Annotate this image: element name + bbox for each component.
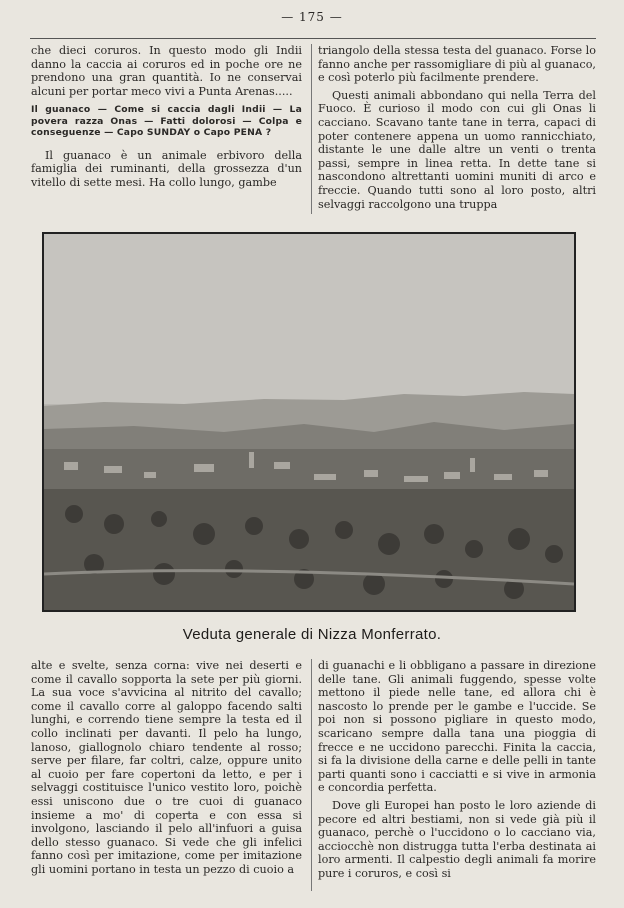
- top-right-column: [318, 44, 596, 215]
- paragraph: alte e svelte, senza corna: vive nei deserti e come il cavallo sopporta la sete per più giorni. La sua voce s'avvicina al nitrito del cavallo; come il cavallo corre al galoppo facendo salti lunghi, e correndo tiene sempre la testa ed il collo inclinati per davanti. Il pelo ha lungo, lanoso, giallognolo chiaro tendente al rosso; serve per filare, far coltri, calze, oppure unito al cuoio per fare copertoni da letto, e per i selvaggi costituisce l'unico vestito loro, poichè essi uniscono due o tre cuoi di guanaco insieme a mo' di coperta e con essa si involgono, lasciando il pelo all'infuori a guisa dello stesso guanaco. Si vede che gli infelici fanno così per imitazione, come per imitazione gli uomini portano in testa un pezzo di cuoio a: [31, 659, 302, 876]
- paragraph: Il guanaco è un animale erbivoro della famiglia dei ruminanti, della grossezza d'un vitello di sette mesi. Ha collo lungo, gambe: [31, 148, 302, 190]
- paragraph: che dieci coruros. In questo modo gli Indii danno la caccia ai coruros ed in poche ore ne prendono una gran quantità. Io ne conservai alcuni per portar meco vivi a Punta Arenas.....: [31, 44, 302, 98]
- paragraph: triangolo della stessa testa del guanaco. Forse lo fanno anche per rassomigliare di più al guanaco, e così poterlo più facilmente prendere.: [318, 44, 596, 85]
- top-left-column: [31, 44, 302, 194]
- page-number: — 175 —: [281, 10, 343, 24]
- paragraph: Dove gli Europei han posto le loro aziende di pecore ed altri bestiami, non si vede già più il guanaco, perchè o l'uccidono o lo cacciano via, acciocchè non distrugga tutta l'erba destinata ai loro armenti. Il calpestio degli animali fa morire pure i coruros, e così si: [318, 798, 596, 880]
- column-divider: [311, 44, 312, 214]
- bottom-left-column: [31, 659, 302, 881]
- column-divider: [311, 659, 312, 891]
- paragraph: di guanachi e li obbligano a passare in direzione delle tane. Gli animali fuggendo, spesse volte mettono il piede nelle tane, ed allora chi è nascosto lo prende per le gambe e l'uccide. Se poi non si possono pigliare in questo modo, scaricano sempre dalla tana una pioggia di frecce e ne uccidono parecchi. Finita la caccia, si fa la divisione della carne e delle pelli in tante parti quanti sono i cacciatti e si vive in armonia e concordia perfetta.: [318, 659, 596, 795]
- header-rule: [30, 38, 596, 39]
- bottom-right-column: [318, 659, 596, 885]
- paragraph: Questi animali abbondano qui nella Terra del Fuoco. È curioso il modo con cui gli Onas li cacciano. Scavano tante tane in terra, capaci di poter contenere appena un uomo rannicchiato, distante le une dalle altre un venti o trenta passi, sempre in linea retta. In dette tane si nascondono altrettanti uomini muniti di arco e freccie. Quando tutti sono al loro posto, altri selvaggi raccolgono una truppa: [318, 88, 596, 211]
- photo-caption: Veduta generale di Nizza Monferrato.: [182, 626, 442, 643]
- photograph-nizza-monferrato: [42, 232, 576, 612]
- section-heading: Il guanaco — Come si caccia dagli Indii — La povera razza Onas — Fatti dolorosi — Colpa e conseguenze — Capo SUNDAY o Capo PENA ?: [31, 104, 302, 139]
